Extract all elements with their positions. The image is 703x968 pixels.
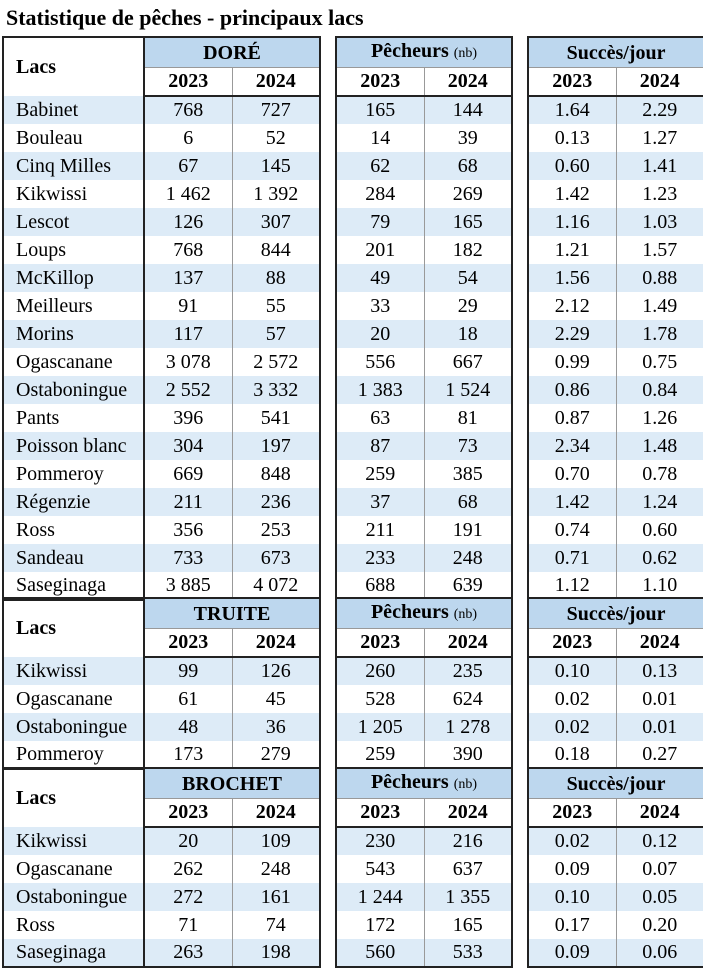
cell-s24: 1.26 (616, 404, 703, 432)
cell-p24: 637 (424, 855, 512, 883)
lake-name: Ogascanane (3, 348, 144, 376)
lake-name: Ostaboningue (3, 376, 144, 404)
cell-s24: 1.57 (616, 236, 703, 264)
cell-c23: 6 (144, 124, 232, 152)
cell-p24: 639 (424, 572, 512, 600)
cell-s23: 0.10 (528, 657, 616, 685)
table-row (3, 404, 703, 432)
cell-s23: 1.12 (528, 572, 616, 600)
cell-p24: 385 (424, 460, 512, 488)
lake-name: McKillop (3, 264, 144, 292)
cell-c24: 88 (232, 264, 320, 292)
cell-c23: 3 885 (144, 572, 232, 600)
cell-s23: 0.17 (528, 911, 616, 939)
cell-p24: 235 (424, 657, 512, 685)
year-header: 2024 (424, 629, 512, 657)
cell-s24: 0.07 (616, 855, 703, 883)
cell-c23: 304 (144, 432, 232, 460)
cell-s23: 0.74 (528, 516, 616, 544)
cell-s23: 0.09 (528, 939, 616, 967)
cell-s24: 0.12 (616, 827, 703, 855)
cell-c24: 727 (232, 96, 320, 124)
lake-name: Ross (3, 911, 144, 939)
cell-c24: 36 (232, 713, 320, 741)
cell-p23: 543 (336, 855, 424, 883)
cell-s24: 0.27 (616, 741, 703, 769)
cell-c24: 848 (232, 460, 320, 488)
cell-s23: 0.71 (528, 544, 616, 572)
page-title: Statistique de pêches - principaux lacs (6, 5, 364, 30)
year-header: 2024 (424, 68, 512, 96)
lake-name: Sandeau (3, 544, 144, 572)
pecheurs-header (336, 37, 512, 68)
cell-s24: 1.03 (616, 208, 703, 236)
table-row (3, 827, 703, 855)
cell-c23: 3 078 (144, 348, 232, 376)
cell-s24: 0.78 (616, 460, 703, 488)
table-row (3, 124, 703, 152)
stats-table (2, 767, 703, 968)
lake-name: Saseginaga (3, 939, 144, 967)
cell-p23: 560 (336, 939, 424, 967)
lake-name: Lescot (3, 208, 144, 236)
table-row (3, 939, 703, 967)
cell-p23: 1 244 (336, 883, 424, 911)
year-header: 2023 (336, 68, 424, 96)
lake-name: Ostaboningue (3, 713, 144, 741)
succes-header: Succès/jour (528, 37, 703, 68)
cell-s23: 0.86 (528, 376, 616, 404)
cell-p23: 1 383 (336, 376, 424, 404)
cell-s24: 0.75 (616, 348, 703, 376)
cell-p24: 390 (424, 741, 512, 769)
lake-name: Morins (3, 320, 144, 348)
cell-p23: 79 (336, 208, 424, 236)
cell-s23: 0.13 (528, 124, 616, 152)
year-header: 2024 (232, 629, 320, 657)
cell-p23: 172 (336, 911, 424, 939)
cell-c24: 52 (232, 124, 320, 152)
cell-s23: 2.29 (528, 320, 616, 348)
cell-p23: 284 (336, 180, 424, 208)
cell-s23: 0.02 (528, 713, 616, 741)
cell-s24: 1.10 (616, 572, 703, 600)
stats-table (2, 597, 703, 770)
cell-s24: 1.78 (616, 320, 703, 348)
cell-p23: 37 (336, 488, 424, 516)
cell-c24: 109 (232, 827, 320, 855)
cell-p23: 165 (336, 96, 424, 124)
year-header: 2024 (232, 799, 320, 827)
year-header: 2024 (424, 799, 512, 827)
cell-c23: 71 (144, 911, 232, 939)
table-row (3, 96, 703, 124)
cell-s23: 0.99 (528, 348, 616, 376)
cell-c23: 768 (144, 236, 232, 264)
lake-name: Poisson blanc (3, 432, 144, 460)
table-row (3, 432, 703, 460)
lake-name: Ogascanane (3, 685, 144, 713)
nb-label: (nb) (453, 777, 478, 792)
cell-s23: 1.56 (528, 264, 616, 292)
table-row (3, 657, 703, 685)
cell-c24: 197 (232, 432, 320, 460)
cell-p24: 269 (424, 180, 512, 208)
year-header: 2023 (528, 68, 616, 96)
table-row (3, 152, 703, 180)
cell-c24: 253 (232, 516, 320, 544)
table-row (3, 741, 703, 769)
cell-s24: 0.60 (616, 516, 703, 544)
table-row (3, 713, 703, 741)
cell-s24: 0.01 (616, 685, 703, 713)
cell-p24: 18 (424, 320, 512, 348)
cell-c23: 2 552 (144, 376, 232, 404)
cell-s23: 0.02 (528, 827, 616, 855)
section-doré (2, 36, 701, 601)
cell-p24: 165 (424, 911, 512, 939)
cell-s23: 0.09 (528, 855, 616, 883)
cell-c23: 20 (144, 827, 232, 855)
cell-p23: 62 (336, 152, 424, 180)
year-header: 2023 (144, 68, 232, 96)
lake-name: Cinq Milles (3, 152, 144, 180)
cell-p23: 259 (336, 460, 424, 488)
lake-name: Pommeroy (3, 741, 144, 769)
cell-p24: 248 (424, 544, 512, 572)
year-header: 2024 (616, 629, 703, 657)
cell-s23: 1.21 (528, 236, 616, 264)
cell-s23: 2.34 (528, 432, 616, 460)
table-row (3, 264, 703, 292)
table-row (3, 460, 703, 488)
table-row (3, 208, 703, 236)
cell-p23: 260 (336, 657, 424, 685)
cell-c24: 236 (232, 488, 320, 516)
lake-name: Ostaboningue (3, 883, 144, 911)
cell-p23: 14 (336, 124, 424, 152)
cell-c24: 248 (232, 855, 320, 883)
cell-c23: 733 (144, 544, 232, 572)
cell-s24: 1.49 (616, 292, 703, 320)
cell-c23: 61 (144, 685, 232, 713)
stats-table (2, 36, 703, 601)
cell-s24: 1.41 (616, 152, 703, 180)
cell-p23: 49 (336, 264, 424, 292)
year-header: 2023 (528, 799, 616, 827)
cell-s23: 1.42 (528, 180, 616, 208)
cell-c24: 307 (232, 208, 320, 236)
cell-c23: 91 (144, 292, 232, 320)
pecheurs-header (336, 598, 512, 629)
lacs-header: Lacs (3, 37, 144, 96)
cell-s23: 0.60 (528, 152, 616, 180)
cell-p23: 1 205 (336, 713, 424, 741)
year-header: 2024 (232, 68, 320, 96)
cell-s23: 0.87 (528, 404, 616, 432)
cell-s24: 0.13 (616, 657, 703, 685)
cell-c23: 117 (144, 320, 232, 348)
cell-p24: 29 (424, 292, 512, 320)
cell-p24: 1 355 (424, 883, 512, 911)
cell-s24: 1.24 (616, 488, 703, 516)
succes-header: Succès/jour (528, 598, 703, 629)
cell-s24: 0.01 (616, 713, 703, 741)
cell-p23: 201 (336, 236, 424, 264)
table-row (3, 292, 703, 320)
cell-c23: 126 (144, 208, 232, 236)
table-row (3, 488, 703, 516)
table-row (3, 855, 703, 883)
cell-c23: 99 (144, 657, 232, 685)
cell-c24: 198 (232, 939, 320, 967)
cell-p24: 1 278 (424, 713, 512, 741)
cell-c23: 262 (144, 855, 232, 883)
cell-c24: 45 (232, 685, 320, 713)
cell-c23: 137 (144, 264, 232, 292)
cell-s24: 0.88 (616, 264, 703, 292)
year-header: 2024 (616, 799, 703, 827)
nb-label: (nb) (453, 607, 478, 622)
cell-p24: 165 (424, 208, 512, 236)
cell-s23: 0.18 (528, 741, 616, 769)
cell-p23: 211 (336, 516, 424, 544)
cell-c24: 126 (232, 657, 320, 685)
cell-p23: 688 (336, 572, 424, 600)
cell-p24: 533 (424, 939, 512, 967)
lake-name: Meilleurs (3, 292, 144, 320)
cell-s24: 0.05 (616, 883, 703, 911)
cell-p23: 63 (336, 404, 424, 432)
species-header: TRUITE (144, 598, 320, 629)
cell-p23: 528 (336, 685, 424, 713)
cell-p24: 39 (424, 124, 512, 152)
lake-name: Pommeroy (3, 460, 144, 488)
cell-c24: 74 (232, 911, 320, 939)
cell-c24: 4 072 (232, 572, 320, 600)
cell-p23: 33 (336, 292, 424, 320)
cell-s23: 0.70 (528, 460, 616, 488)
cell-p24: 216 (424, 827, 512, 855)
cell-p24: 81 (424, 404, 512, 432)
cell-p23: 87 (336, 432, 424, 460)
cell-p23: 556 (336, 348, 424, 376)
pecheurs-header (336, 768, 512, 799)
cell-s23: 1.42 (528, 488, 616, 516)
cell-c23: 48 (144, 713, 232, 741)
cell-c24: 3 332 (232, 376, 320, 404)
cell-s24: 0.06 (616, 939, 703, 967)
year-header: 2023 (336, 799, 424, 827)
cell-p24: 54 (424, 264, 512, 292)
cell-p24: 144 (424, 96, 512, 124)
cell-c24: 145 (232, 152, 320, 180)
cell-p24: 624 (424, 685, 512, 713)
cell-c23: 263 (144, 939, 232, 967)
cell-p24: 667 (424, 348, 512, 376)
cell-p24: 191 (424, 516, 512, 544)
lake-name: Kikwissi (3, 657, 144, 685)
table-row (3, 911, 703, 939)
lake-name: Régenzie (3, 488, 144, 516)
cell-p24: 73 (424, 432, 512, 460)
cell-c23: 669 (144, 460, 232, 488)
cell-c24: 1 392 (232, 180, 320, 208)
cell-s23: 0.02 (528, 685, 616, 713)
cell-c24: 673 (232, 544, 320, 572)
cell-p24: 1 524 (424, 376, 512, 404)
table-row (3, 685, 703, 713)
cell-c23: 211 (144, 488, 232, 516)
cell-s24: 0.84 (616, 376, 703, 404)
lake-name: Loups (3, 236, 144, 264)
cell-s24: 2.29 (616, 96, 703, 124)
table-row (3, 236, 703, 264)
table-row (3, 544, 703, 572)
lacs-header: Lacs (3, 768, 144, 827)
pecheurs-label: Pêcheurs (370, 40, 449, 62)
cell-p23: 20 (336, 320, 424, 348)
section-truite (2, 597, 701, 770)
table-row (3, 180, 703, 208)
cell-s24: 1.27 (616, 124, 703, 152)
cell-c23: 67 (144, 152, 232, 180)
cell-c24: 161 (232, 883, 320, 911)
lake-name: Babinet (3, 96, 144, 124)
cell-s23: 0.10 (528, 883, 616, 911)
cell-s24: 0.20 (616, 911, 703, 939)
cell-c24: 2 572 (232, 348, 320, 376)
table-row (3, 320, 703, 348)
cell-c23: 768 (144, 96, 232, 124)
cell-c24: 57 (232, 320, 320, 348)
cell-c24: 541 (232, 404, 320, 432)
nb-label: (nb) (453, 46, 478, 61)
lake-name: Pants (3, 404, 144, 432)
lacs-header: Lacs (3, 598, 144, 657)
table-row (3, 572, 703, 600)
species-header: BROCHET (144, 768, 320, 799)
cell-s23: 2.12 (528, 292, 616, 320)
cell-s23: 1.16 (528, 208, 616, 236)
succes-header: Succès/jour (528, 768, 703, 799)
cell-c24: 55 (232, 292, 320, 320)
table-row (3, 376, 703, 404)
cell-p24: 68 (424, 152, 512, 180)
cell-c23: 173 (144, 741, 232, 769)
lake-name: Ogascanane (3, 855, 144, 883)
table-row (3, 883, 703, 911)
lake-name: Saseginaga (3, 572, 144, 600)
year-header: 2024 (616, 68, 703, 96)
cell-c23: 356 (144, 516, 232, 544)
lake-name: Kikwissi (3, 180, 144, 208)
cell-c23: 1 462 (144, 180, 232, 208)
cell-s24: 1.48 (616, 432, 703, 460)
lake-name: Ross (3, 516, 144, 544)
cell-p24: 68 (424, 488, 512, 516)
species-header: DORÉ (144, 37, 320, 68)
cell-s23: 1.64 (528, 96, 616, 124)
pecheurs-label: Pêcheurs (370, 771, 449, 793)
cell-c23: 272 (144, 883, 232, 911)
pecheurs-label: Pêcheurs (370, 601, 449, 623)
section-brochet (2, 767, 701, 968)
lake-name: Bouleau (3, 124, 144, 152)
year-header: 2023 (336, 629, 424, 657)
cell-p23: 230 (336, 827, 424, 855)
cell-s24: 0.62 (616, 544, 703, 572)
cell-c23: 396 (144, 404, 232, 432)
cell-p23: 259 (336, 741, 424, 769)
year-header: 2023 (144, 629, 232, 657)
year-header: 2023 (144, 799, 232, 827)
cell-s24: 1.23 (616, 180, 703, 208)
table-row (3, 348, 703, 376)
cell-p23: 233 (336, 544, 424, 572)
cell-p24: 182 (424, 236, 512, 264)
lake-name: Kikwissi (3, 827, 144, 855)
year-header: 2023 (528, 629, 616, 657)
cell-c24: 844 (232, 236, 320, 264)
cell-c24: 279 (232, 741, 320, 769)
table-row (3, 516, 703, 544)
